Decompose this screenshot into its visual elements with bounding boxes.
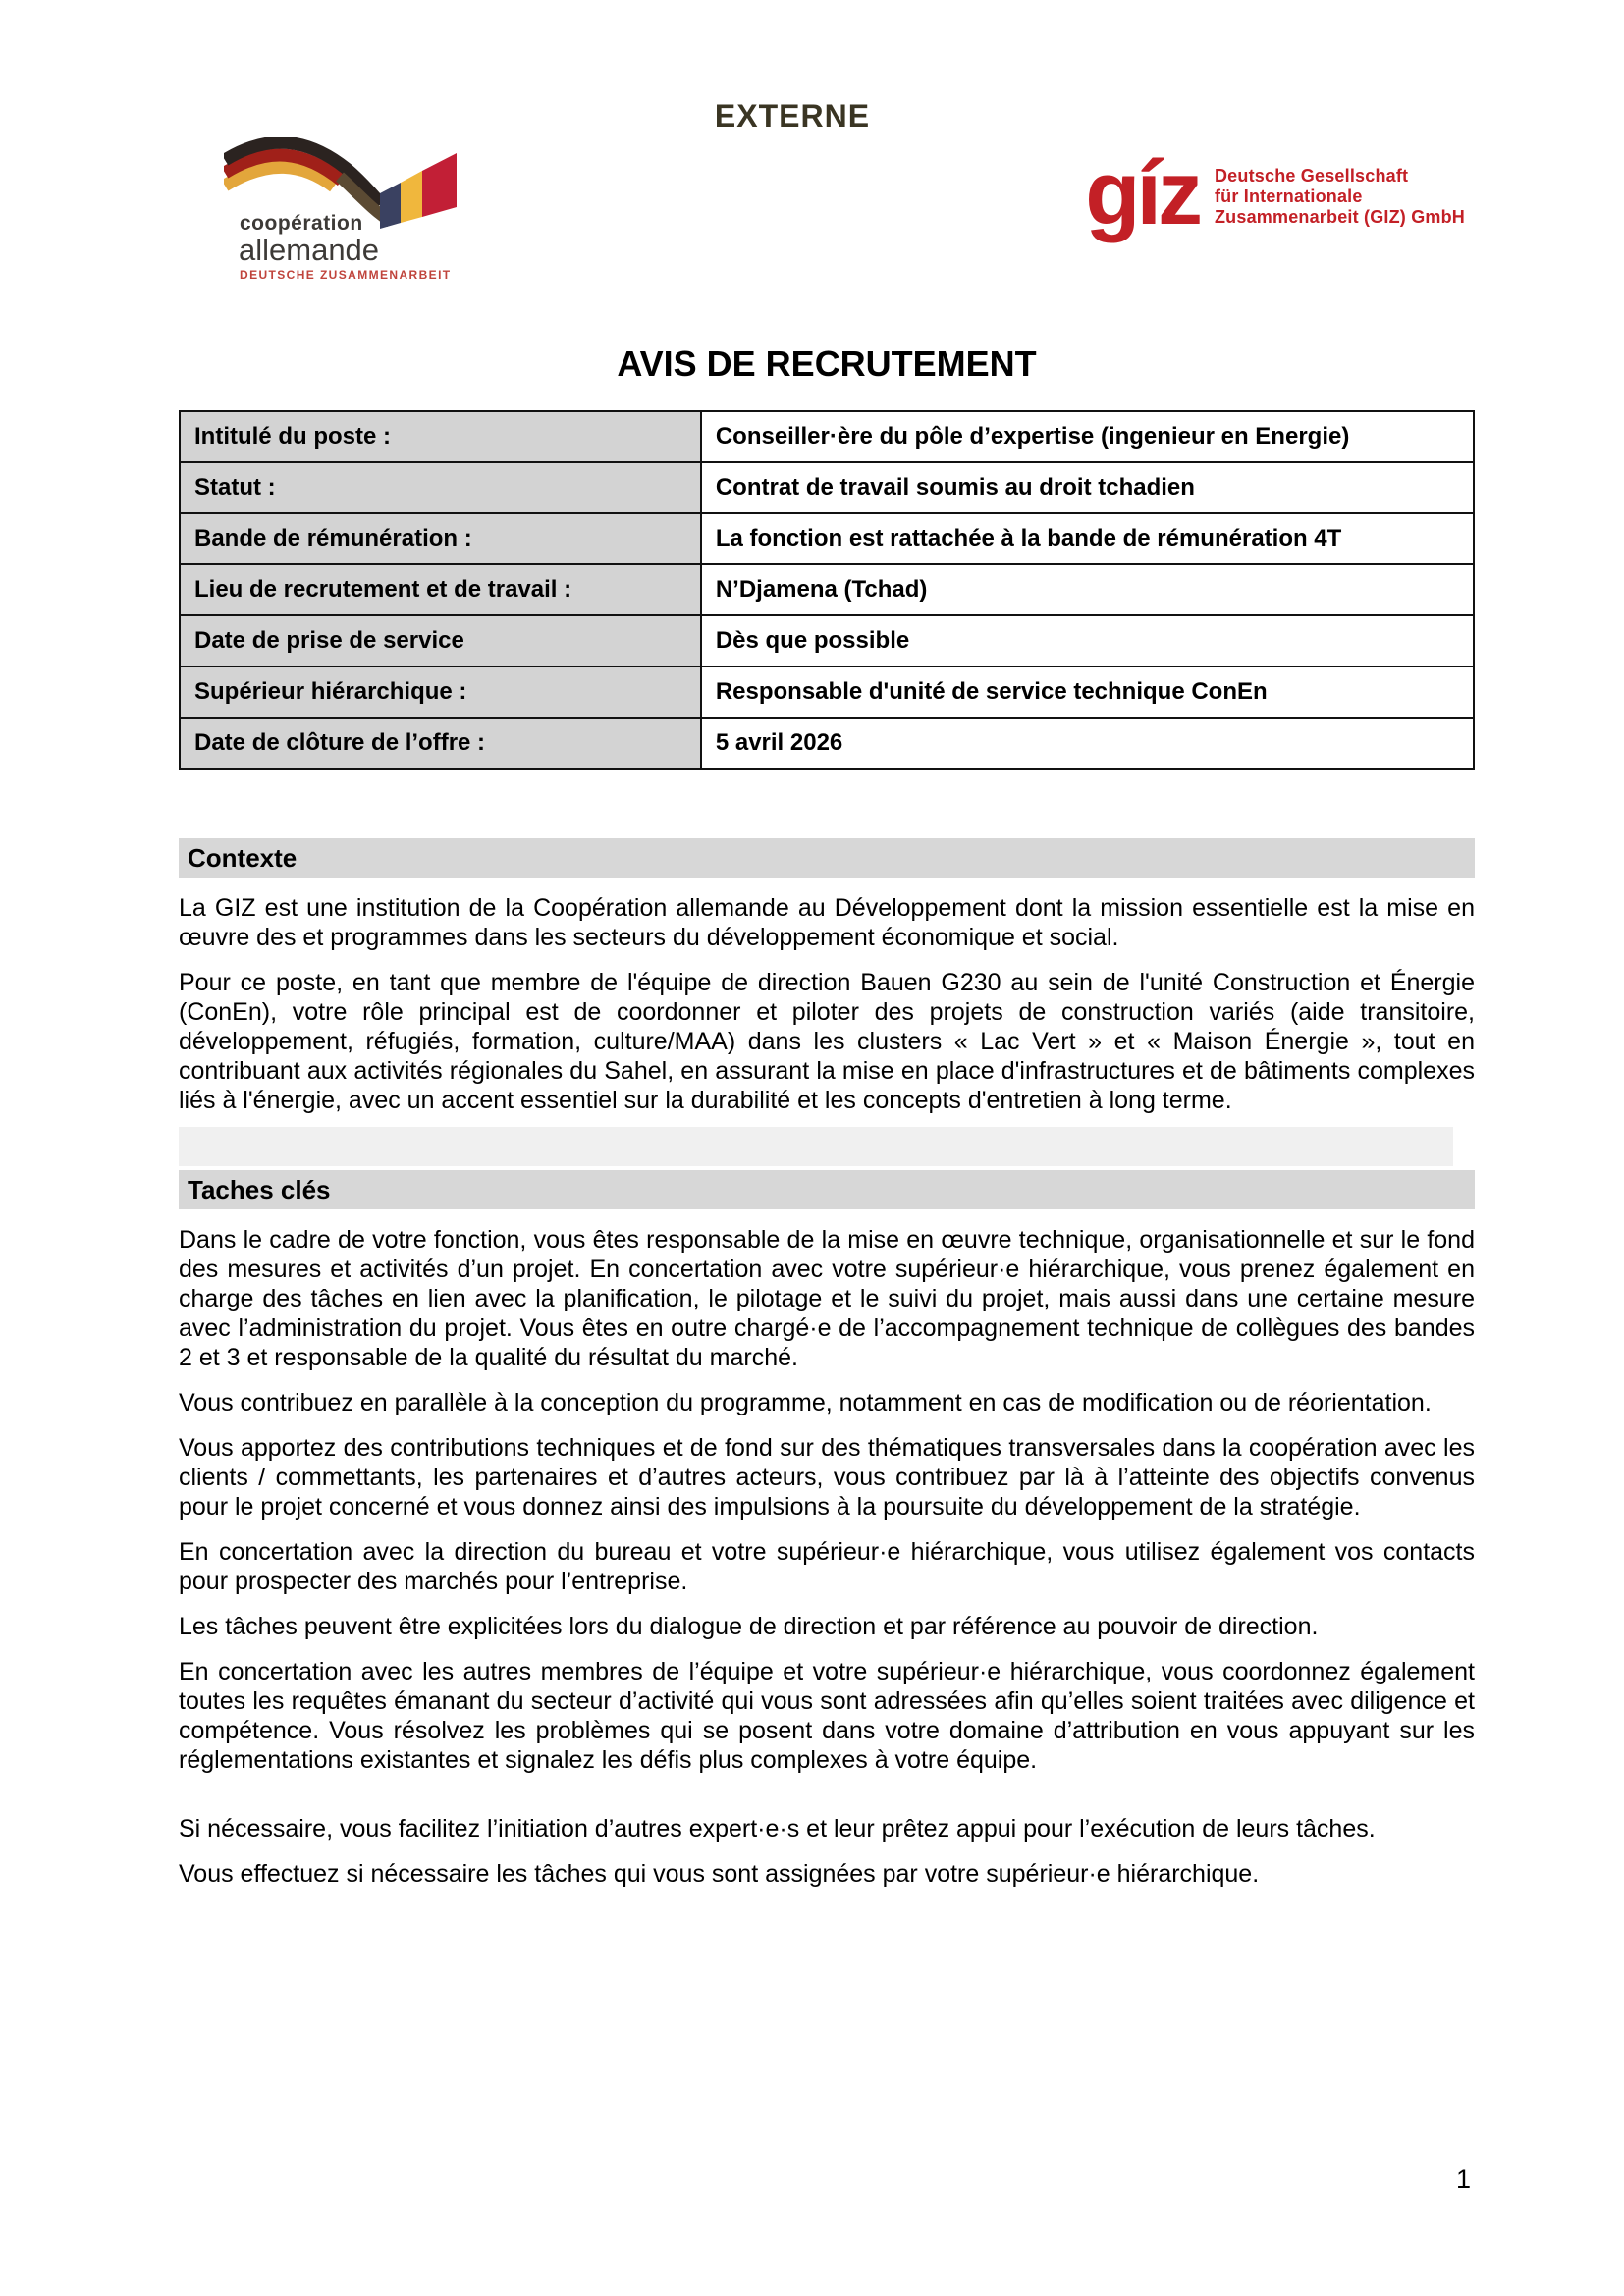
- giz-logo: [1085, 143, 1465, 243]
- giz-logo-text: [1215, 160, 1465, 228]
- detail-label: Date de prise de service: [180, 615, 701, 667]
- giz-text-line2: für Internationale: [1214, 186, 1363, 206]
- coop-logo-subtitle: DEUTSCHE ZUSAMMENARBEIT: [240, 268, 452, 282]
- detail-value: Conseiller·ère du pôle d’expertise (ingenieur en Energie): [701, 411, 1474, 462]
- detail-label: Supérieur hiérarchique :: [180, 667, 701, 718]
- german-cooperation-logo: [224, 137, 463, 285]
- giz-text-line3: Zusammenarbeit (GIZ) GmbH: [1214, 206, 1465, 227]
- paragraph: Vous contribuez en parallèle à la conception du programme, notamment en cas de modification ou de réorientation.: [179, 1389, 1432, 1416]
- detail-value: Responsable d'unité de service technique ConEn: [701, 667, 1474, 718]
- detail-label: Statut :: [180, 462, 701, 513]
- paragraph: La GIZ est une institution de la Coopération allemande au Développement dont la mission essentielle est la mise en œuvre des et programmes dans les secteurs du développement économique et social.: [179, 894, 1475, 951]
- details-table: [179, 410, 1475, 770]
- paragraph: Vous apportez des contributions techniques et de fond sur des thématiques transversales dans la coopération avec les clients / commettants, les partenaires et d’autres acteurs, vous contribuez par là à l’atteinte des objectifs convenus pour le projet concerné et vous donnez ainsi des impulsions à la poursuite du développement de la stratégie.: [179, 1434, 1475, 1521]
- detail-value: Dès que possible: [701, 615, 1474, 667]
- paragraph: En concertation avec les autres membres de l’équipe et votre supérieur·e hiérarchique, vous coordonnez également toutes les requêtes émanant du secteur d’activité qui vous sont adressées afin qu’elles soient traitées avec diligence et compétence. Vous résolvez les problèmes qui se posent dans votre domaine d’attribution en vous appuyant sur les réglementations existantes et signalez les défis plus complexes à votre équipe.: [179, 1658, 1475, 1774]
- table-row: [180, 615, 1474, 667]
- page-number: 1: [1455, 2164, 1471, 2194]
- coop-logo-line2: allemande: [239, 233, 380, 267]
- paragraph: Pour ce poste, en tant que membre de l'équipe de direction Bauen G230 au sein de l'unité Construction et Énergie (ConEn), votre rôle principal est de coordonner et piloter des projets de construction variés (aide transitoire, développement, réfugiés, formation, culture/MAA) dans les clusters « Lac Vert » et « Maison Énergie », tout en contribuant aux activités régionales du Sahel, en assurant la mise en place d'infrastructures et de bâtiments complexes liés à l'énergie, avec un accent essentiel sur la durabilité et les concepts d'entretien à long terme.: [179, 969, 1475, 1114]
- paragraph: Dans le cadre de votre fonction, vous êtes responsable de la mise en œuvre technique, organisationnelle et sur le fond des mesures et activités d’un projet. En concertation avec votre supérieur·e hiérarchique, vous prenez également en charge des tâches en lien avec la planification, le pilotage et le suivi du projet, mais aussi dans une certaine mesure avec l’administration du projet. Vous êtes en outre chargé·e de l’accompagnement technique de collègues des bandes 2 et 3 et responsable de la qualité du résultat du marché.: [179, 1226, 1475, 1371]
- table-row: [180, 564, 1474, 615]
- detail-value: Contrat de travail soumis au droit tchadien: [701, 462, 1474, 513]
- paragraph: Si nécessaire, vous facilitez l’initiation d’autres expert·e·s et leur prêtez appui pour l’exécution de leurs tâches.: [179, 1815, 1376, 1842]
- giz-text-line1: Deutsche Gesellschaft: [1214, 165, 1409, 186]
- header-classification: EXTERNE: [714, 98, 871, 133]
- giz-wordmark: gíz: [1085, 143, 1199, 243]
- coop-logo-line1: coopération: [240, 212, 363, 235]
- detail-value: N’Djamena (Tchad): [701, 564, 1474, 615]
- detail-label: Date de clôture de l’offre :: [180, 718, 701, 769]
- logo-row: [179, 137, 1475, 285]
- highlight-band: [179, 1127, 1453, 1166]
- table-row: [180, 411, 1474, 462]
- table-row: [180, 667, 1474, 718]
- detail-label: Bande de rémunération :: [180, 513, 701, 564]
- detail-label: Lieu de recrutement et de travail :: [180, 564, 701, 615]
- table-row: [180, 513, 1474, 564]
- paragraph: Les tâches peuvent être explicitées lors du dialogue de direction et par référence au pouvoir de direction.: [179, 1613, 1319, 1640]
- detail-value: 5 avril 2026: [701, 718, 1474, 769]
- paragraph: En concertation avec la direction du bureau et votre supérieur·e hiérarchique, vous utilisez également vos contacts pour prospecter des marchés pour l’entreprise.: [179, 1538, 1475, 1595]
- detail-label: Intitulé du poste :: [180, 411, 701, 462]
- section-heading-taches: Taches clés: [179, 1170, 1475, 1209]
- table-row: [180, 718, 1474, 769]
- section-heading-contexte: Contexte: [179, 838, 1475, 878]
- paragraph: Vous effectuez si nécessaire les tâches qui vous sont assignées par votre supérieur·e hiérarchique.: [179, 1860, 1260, 1888]
- detail-value: La fonction est rattachée à la bande de rémunération 4T: [701, 513, 1474, 564]
- page-title: AVIS DE RECRUTEMENT: [617, 344, 1037, 384]
- table-row: [180, 462, 1474, 513]
